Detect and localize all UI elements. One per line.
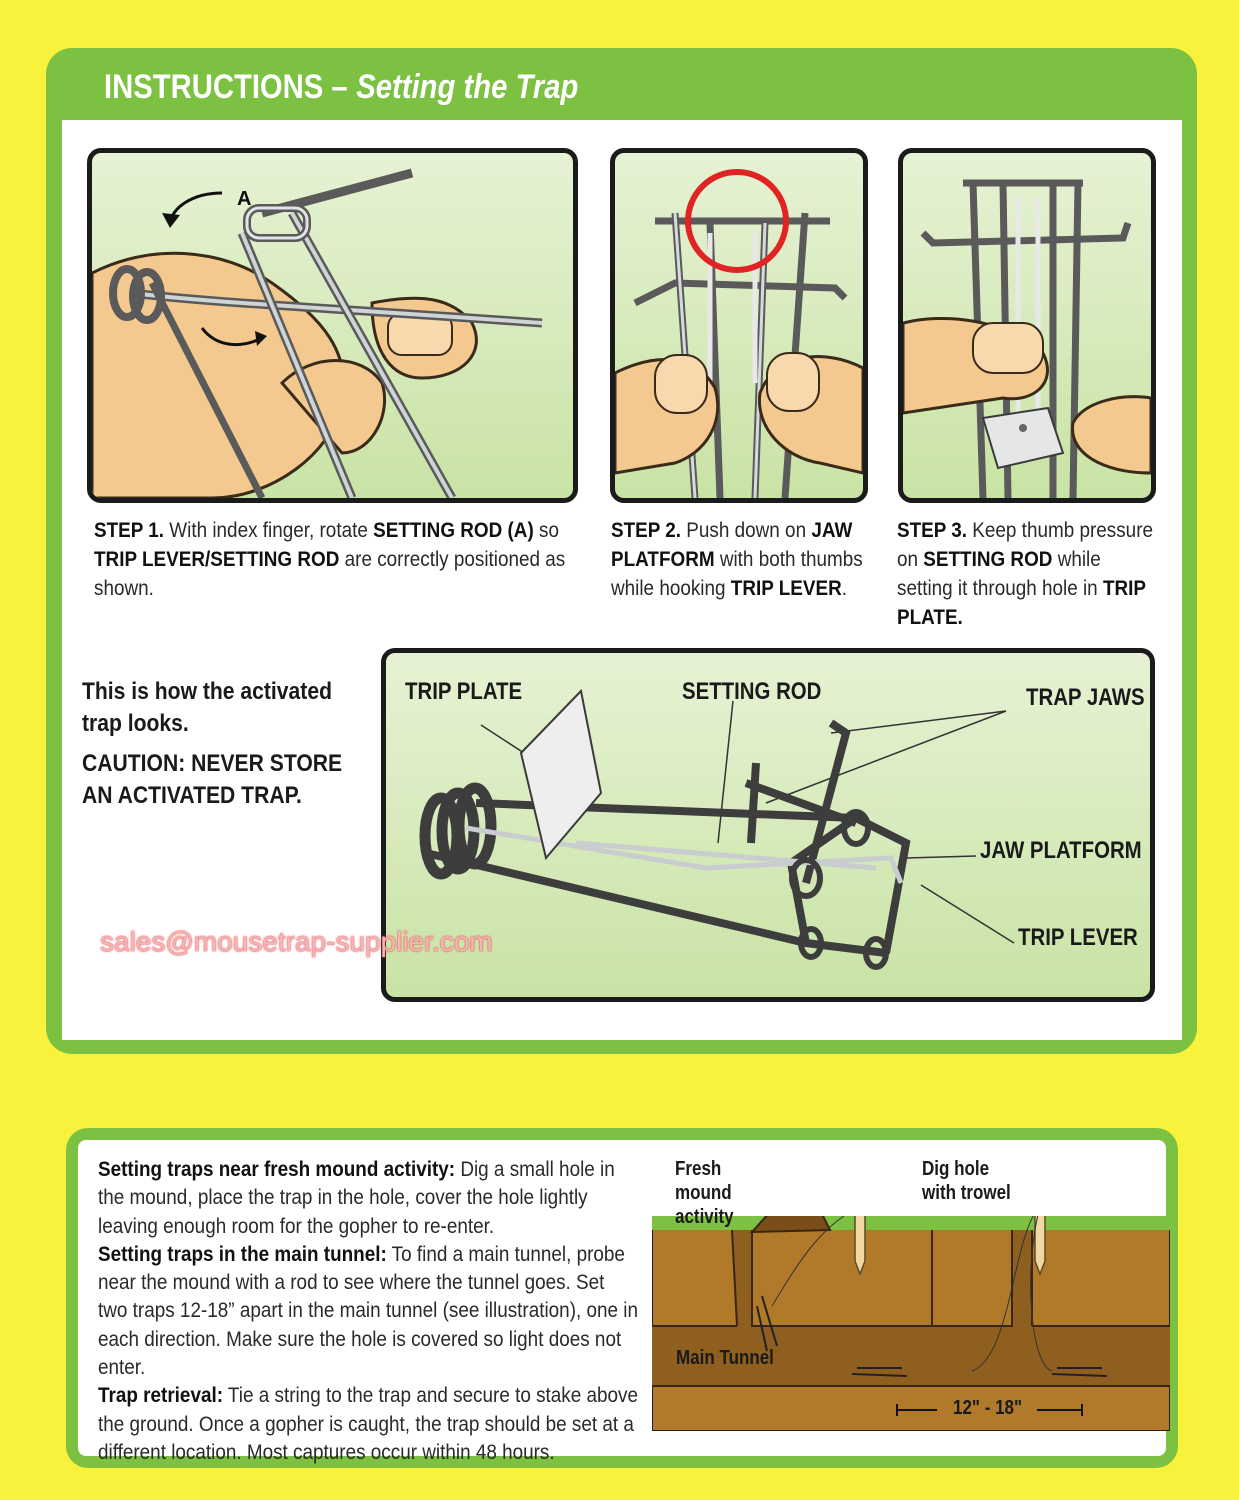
step1-b2: TRIP LEVER/SETTING ROD <box>94 548 340 571</box>
step1-text <box>94 516 580 603</box>
label-trip-plate: TRIP PLATE <box>405 678 523 705</box>
tip-retrieval-body: Tie a string to the trap and secure to stake above the ground. Once a gopher is caught, the trap should be set at a different location. Most captures occur within 48 hours. <box>98 1384 639 1464</box>
step2-t1: Push down on <box>681 519 812 542</box>
step1-label: STEP 1. <box>94 519 165 542</box>
tip-mound-body: Dig a small hole in the mound, place the trap in the hole, cover the hole lightly leaving enough room for the gopher to re-enter. <box>98 1158 615 1238</box>
label-trip-lever: TRIP LEVER <box>1018 924 1138 951</box>
step1-b1: SETTING ROD (A) <box>373 519 534 542</box>
tip-mound-title: Setting traps near fresh mound activity: <box>98 1158 456 1181</box>
label-distance: 12" - 18" <box>953 1397 1023 1419</box>
marker-a: A <box>237 188 252 210</box>
step2-t2: with both thumbs while hooking <box>611 548 863 600</box>
step2-label: STEP 2. <box>611 519 682 542</box>
tips-text <box>98 1156 638 1467</box>
step3-illustration <box>898 148 1156 503</box>
step3-b1: SETTING ROD <box>923 548 1053 571</box>
label-main-tunnel: Main Tunnel <box>676 1347 774 1369</box>
tip-main-tunnel <box>98 1241 638 1382</box>
step1-t3: are correctly positioned as shown. <box>94 548 566 600</box>
tip-main-tunnel-title: Setting traps in the main tunnel: <box>98 1242 387 1266</box>
tip-retrieval <box>98 1382 638 1467</box>
step1-t2: so <box>533 519 559 542</box>
step2-text <box>611 516 868 603</box>
label-setting-rod: SETTING ROD <box>682 678 822 705</box>
page-title <box>104 62 578 112</box>
activated-note <box>82 676 346 812</box>
tip-mound <box>98 1156 638 1241</box>
tip-retrieval-title: Trap retrieval: <box>98 1384 224 1408</box>
step3-t2: while setting it through hole in <box>897 548 1103 600</box>
step1-illustration <box>87 148 578 503</box>
tip-main-tunnel-body: To find a main tunnel, probe near the mound with a rod to see where the tunnel goes. Set two traps 12-18” apart in the main tunnel (see illustration), one in each direction. Make sure the hole is covered so light does not enter. <box>98 1242 638 1380</box>
fresh-mound-text: Fresh mound activity <box>675 1158 734 1228</box>
activated-line: This is how the activated trap looks. <box>82 678 332 737</box>
step1-t1: With index finger, rotate <box>164 519 374 542</box>
caution-text: CAUTION: NEVER STORE AN ACTIVATED TRAP. <box>82 750 343 809</box>
step2-illustration <box>610 148 868 503</box>
label-trap-jaws: TRAP JAWS <box>1026 684 1145 711</box>
step2-t3: . <box>841 577 848 600</box>
label-jaw-platform: JAW PLATFORM <box>980 837 1142 864</box>
title-sub: Setting the Trap <box>356 67 579 106</box>
dig-hole-text: Dig hole with trowel <box>922 1158 1011 1204</box>
step3-b2: TRIP PLATE. <box>897 577 1146 629</box>
label-fresh-mound <box>675 1157 777 1229</box>
label-dig-hole <box>922 1157 1024 1205</box>
step3-label: STEP 3. <box>897 519 968 542</box>
tunnel-illustration <box>652 1216 1170 1431</box>
step3-text <box>897 516 1158 632</box>
step2-b1: JAW PLATFORM <box>611 519 853 571</box>
title-main: INSTRUCTIONS – <box>104 67 348 106</box>
watermark-email: sales@mousetrap-supplier.com <box>100 926 493 957</box>
step2-b2: TRIP LEVER <box>730 577 842 600</box>
step3-t1: Keep thumb pressure on <box>897 519 1154 571</box>
